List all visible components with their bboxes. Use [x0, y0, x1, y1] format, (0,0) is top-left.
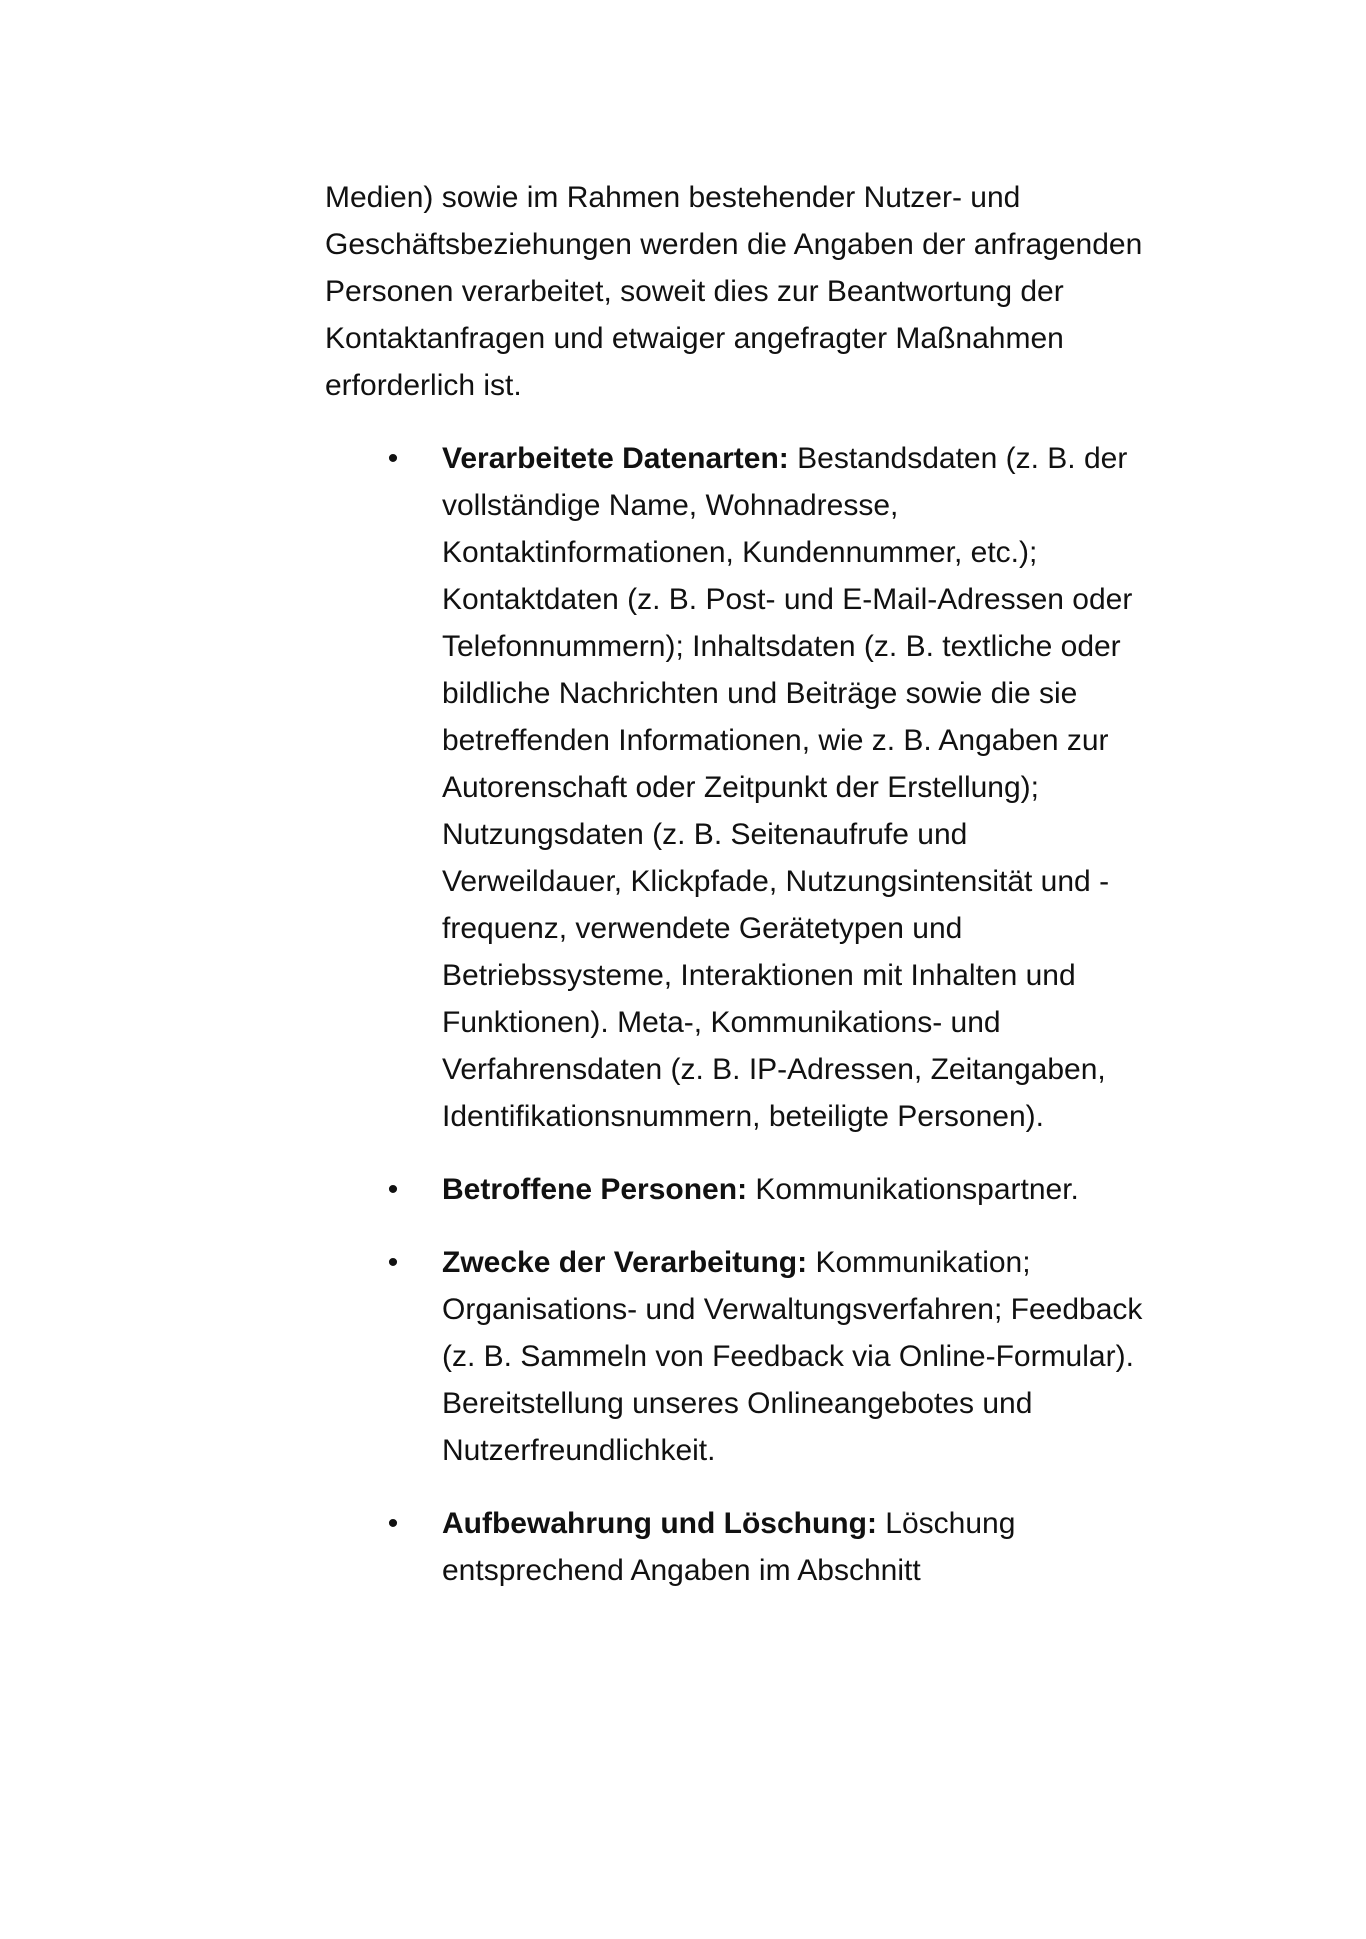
bullet-item-retention-deletion	[325, 1500, 1145, 1594]
bullet-description: Löschung entsprechend Angaben im Abschnitt	[442, 1507, 1016, 1587]
bullet-description: Bestandsdaten (z. B. der vollständige Name, Wohnadresse, Kontaktinformationen, Kundennummer, etc.); Kontaktdaten (z. B. Post- und E-Mail-Adressen oder Telefonnummern); Inhaltsdaten (z. B. textliche oder bildliche Nachrichten und Beiträge sowie die sie betreffenden Informationen, wie z. B. Angaben zur Autorenschaft oder Zeitpunkt der Erstellung); Nutzungsdaten (z. B. Seitenaufrufe und Verweildauer, Klickpfade, Nutzungsintensität und -frequenz, verwendete Gerätetypen und Betriebssysteme, Interaktionen mit Inhalten und Funktionen). Meta-, Kommunikations- und Verfahrensdaten (z. B. IP-Adressen, Zeitangaben, Identifikationsnummern, beteiligte Personen).	[442, 442, 1133, 1133]
bullet-text	[442, 435, 1145, 1140]
document-page	[325, 174, 1145, 1620]
bullet-icon: •	[387, 1246, 399, 1279]
bullet-term: Aufbewahrung und Löschung:	[442, 1507, 877, 1540]
bullet-item-processing-purposes	[325, 1239, 1145, 1474]
bullet-term: Zwecke der Verarbeitung:	[442, 1246, 808, 1279]
bullet-text	[442, 1166, 1145, 1213]
bullet-text	[442, 1239, 1145, 1474]
bullet-description: Kommunikation; Organisations- und Verwaltungsverfahren; Feedback (z. B. Sammeln von Feedback via Online-Formular). Bereitstellung unseres Onlineangebotes und Nutzerfreundlichkeit.	[442, 1246, 1143, 1467]
bullet-list	[325, 435, 1145, 1594]
bullet-text	[442, 1500, 1145, 1594]
bullet-description: Kommunikationspartner.	[747, 1173, 1079, 1206]
bullet-item-processed-data-types	[325, 435, 1145, 1140]
intro-paragraph: Medien) sowie im Rahmen bestehender Nutzer- und Geschäftsbeziehungen werden die Angaben der anfragenden Personen verarbeitet, soweit dies zur Beantwortung der Kontaktanfragen und etwaiger angefragter Maßnahmen erforderlich ist.	[325, 181, 1143, 402]
bullet-icon: •	[387, 1173, 399, 1206]
bullet-item-affected-persons	[325, 1166, 1145, 1213]
bullet-icon: •	[387, 1507, 399, 1540]
bullet-term: Verarbeitete Datenarten:	[442, 442, 789, 475]
bullet-term: Betroffene Personen:	[442, 1173, 748, 1206]
bullet-icon: •	[387, 442, 399, 475]
